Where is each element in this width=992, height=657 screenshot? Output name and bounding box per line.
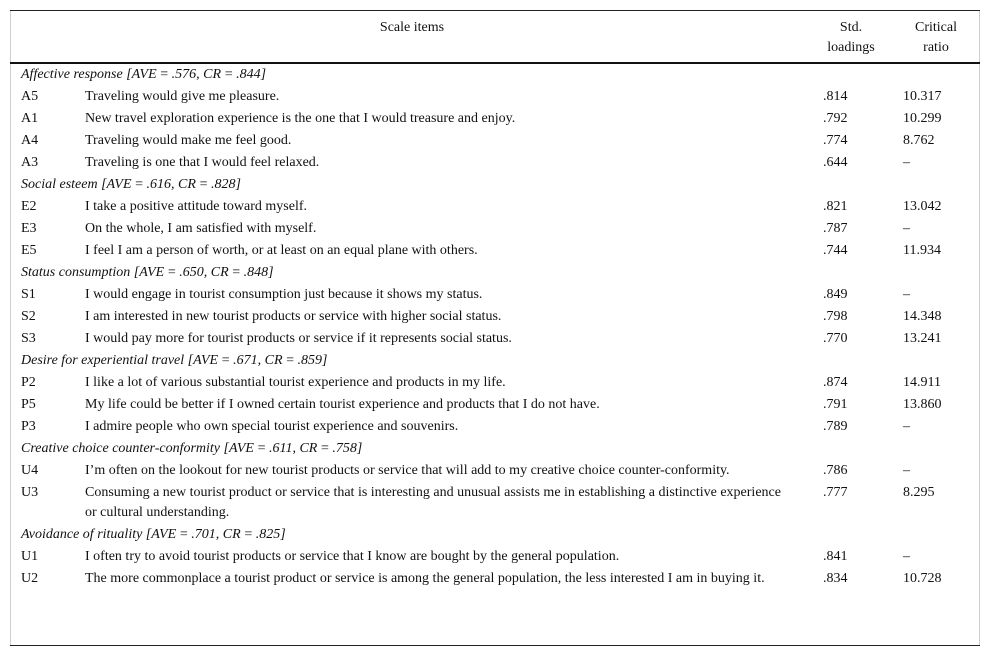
table-row	[10, 284, 980, 306]
std-loading-value: .874	[823, 375, 848, 390]
table-row	[10, 196, 980, 218]
item-code: A1	[21, 111, 39, 126]
std-loading-value: .798	[823, 309, 848, 324]
table-row	[10, 328, 980, 350]
table-row	[10, 130, 980, 152]
table-row	[10, 240, 980, 262]
critical-ratio-value: –	[903, 221, 910, 236]
header-std-loadings	[816, 18, 886, 58]
item-code: A5	[21, 89, 39, 104]
header-scale-items	[12, 18, 812, 38]
category-row: Desire for experiential travel [AVE = .671, CR = .859]	[21, 353, 328, 368]
category-row: Status consumption [AVE = .650, CR = .848]	[21, 265, 274, 280]
item-text: My life could be better if I owned certain tourist experience and products that I do not have.	[85, 397, 600, 412]
critical-ratio-value: 8.762	[903, 133, 935, 148]
item-code: S1	[21, 287, 36, 302]
item-code: E3	[21, 221, 37, 236]
table-row	[10, 546, 980, 568]
item-text: The more commonplace a tourist product or service is among the general population, the less interested I am in buying it.	[85, 571, 765, 586]
item-code: P2	[21, 375, 36, 390]
item-code: U1	[21, 549, 39, 564]
std-loading-value: .791	[823, 397, 848, 412]
std-loading-value: .644	[823, 155, 848, 170]
item-text: I take a positive attitude toward myself.	[85, 199, 307, 214]
item-text: On the whole, I am satisfied with myself.	[85, 221, 317, 236]
table-row	[10, 372, 980, 394]
item-code: U4	[21, 463, 39, 478]
table-row	[10, 108, 980, 130]
item-text: I often try to avoid tourist products or service that I know are bought by the general population.	[85, 549, 620, 564]
table-row	[10, 306, 980, 328]
table-bottom-rule	[10, 645, 980, 646]
critical-ratio-value: –	[903, 463, 910, 478]
std-loading-value: .787	[823, 221, 848, 236]
item-code: U2	[21, 571, 39, 586]
item-code: E2	[21, 199, 37, 214]
header-std-loadings-line2: loadings	[827, 40, 875, 55]
item-code: E5	[21, 243, 37, 258]
table-row	[10, 394, 980, 416]
critical-ratio-value: 14.911	[903, 375, 941, 390]
item-text: I like a lot of various substantial tourist experience and products in my life.	[85, 375, 506, 390]
item-text: New travel exploration experience is the one that I would treasure and enjoy.	[85, 111, 516, 126]
std-loading-value: .789	[823, 419, 848, 434]
item-code: P3	[21, 419, 36, 434]
table-row	[10, 218, 980, 240]
table-row	[10, 416, 980, 438]
table-body	[10, 64, 980, 590]
table-row	[10, 152, 980, 174]
item-code: A3	[21, 155, 39, 170]
item-text: Traveling is one that I would feel relaxed.	[85, 155, 320, 170]
category-row: Affective response [AVE = .576, CR = .844]	[21, 67, 267, 82]
category-row: Creative choice counter-conformity [AVE = .611, CR = .758]	[21, 441, 363, 456]
std-loading-value: .849	[823, 287, 848, 302]
std-loading-value: .770	[823, 331, 848, 346]
critical-ratio-value: 10.299	[903, 111, 942, 126]
critical-ratio-value: 14.348	[903, 309, 942, 324]
critical-ratio-value: –	[903, 155, 910, 170]
std-loading-value: .814	[823, 89, 848, 104]
table-top-rule	[10, 10, 980, 11]
critical-ratio-value: 13.241	[903, 331, 942, 346]
std-loading-value: .786	[823, 463, 848, 478]
std-loading-value: .744	[823, 243, 848, 258]
item-code: S3	[21, 331, 36, 346]
table-row	[10, 568, 980, 590]
item-text: I am interested in new tourist products or service with higher social status.	[85, 309, 502, 324]
category-row: Social esteem [AVE = .616, CR = .828]	[21, 177, 241, 192]
item-text: Traveling would make me feel good.	[85, 133, 292, 148]
critical-ratio-value: 10.317	[903, 89, 942, 104]
item-text: Consuming a new tourist product or service that is interesting and unusual assists me in establishing a distinctive experience or cultural understanding.	[85, 485, 781, 520]
item-text: I would pay more for tourist products or service if it represents social status.	[85, 331, 512, 346]
table-row	[10, 460, 980, 482]
header-critical-ratio-line2: ratio	[923, 40, 949, 55]
critical-ratio-value: 8.295	[903, 485, 935, 500]
header-scale-items-label: Scale items	[379, 20, 445, 35]
header-std-loadings-line1: Std.	[839, 20, 863, 35]
header-critical-ratio	[893, 18, 979, 58]
std-loading-value: .821	[823, 199, 848, 214]
critical-ratio-value: 10.728	[903, 571, 942, 586]
item-code: U3	[21, 485, 39, 500]
critical-ratio-value: 13.042	[903, 199, 942, 214]
std-loading-value: .792	[823, 111, 848, 126]
header-critical-ratio-line1: Critical	[915, 20, 957, 35]
category-row: Avoidance of rituality [AVE = .701, CR = .825]	[21, 527, 286, 542]
table-row	[10, 482, 980, 524]
item-text: I would engage in tourist consumption just because it shows my status.	[85, 287, 483, 302]
table-row	[10, 86, 980, 108]
item-text: I admire people who own special tourist experience and souvenirs.	[85, 419, 459, 434]
item-code: S2	[21, 309, 36, 324]
std-loading-value: .841	[823, 549, 848, 564]
item-code: P5	[21, 397, 36, 412]
item-text: I feel I am a person of worth, or at least on an equal plane with others.	[85, 243, 478, 258]
std-loading-value: .774	[823, 133, 848, 148]
critical-ratio-value: –	[903, 549, 910, 564]
item-text: I’m often on the lookout for new tourist products or service that will add to my creative choice counter-conformity.	[85, 463, 730, 478]
item-code: A4	[21, 133, 39, 148]
std-loading-value: .777	[823, 485, 848, 500]
critical-ratio-value: 13.860	[903, 397, 942, 412]
std-loading-value: .834	[823, 571, 848, 586]
critical-ratio-value: –	[903, 419, 910, 434]
critical-ratio-value: 11.934	[903, 243, 941, 258]
item-text: Traveling would give me pleasure.	[85, 89, 280, 104]
critical-ratio-value: –	[903, 287, 910, 302]
